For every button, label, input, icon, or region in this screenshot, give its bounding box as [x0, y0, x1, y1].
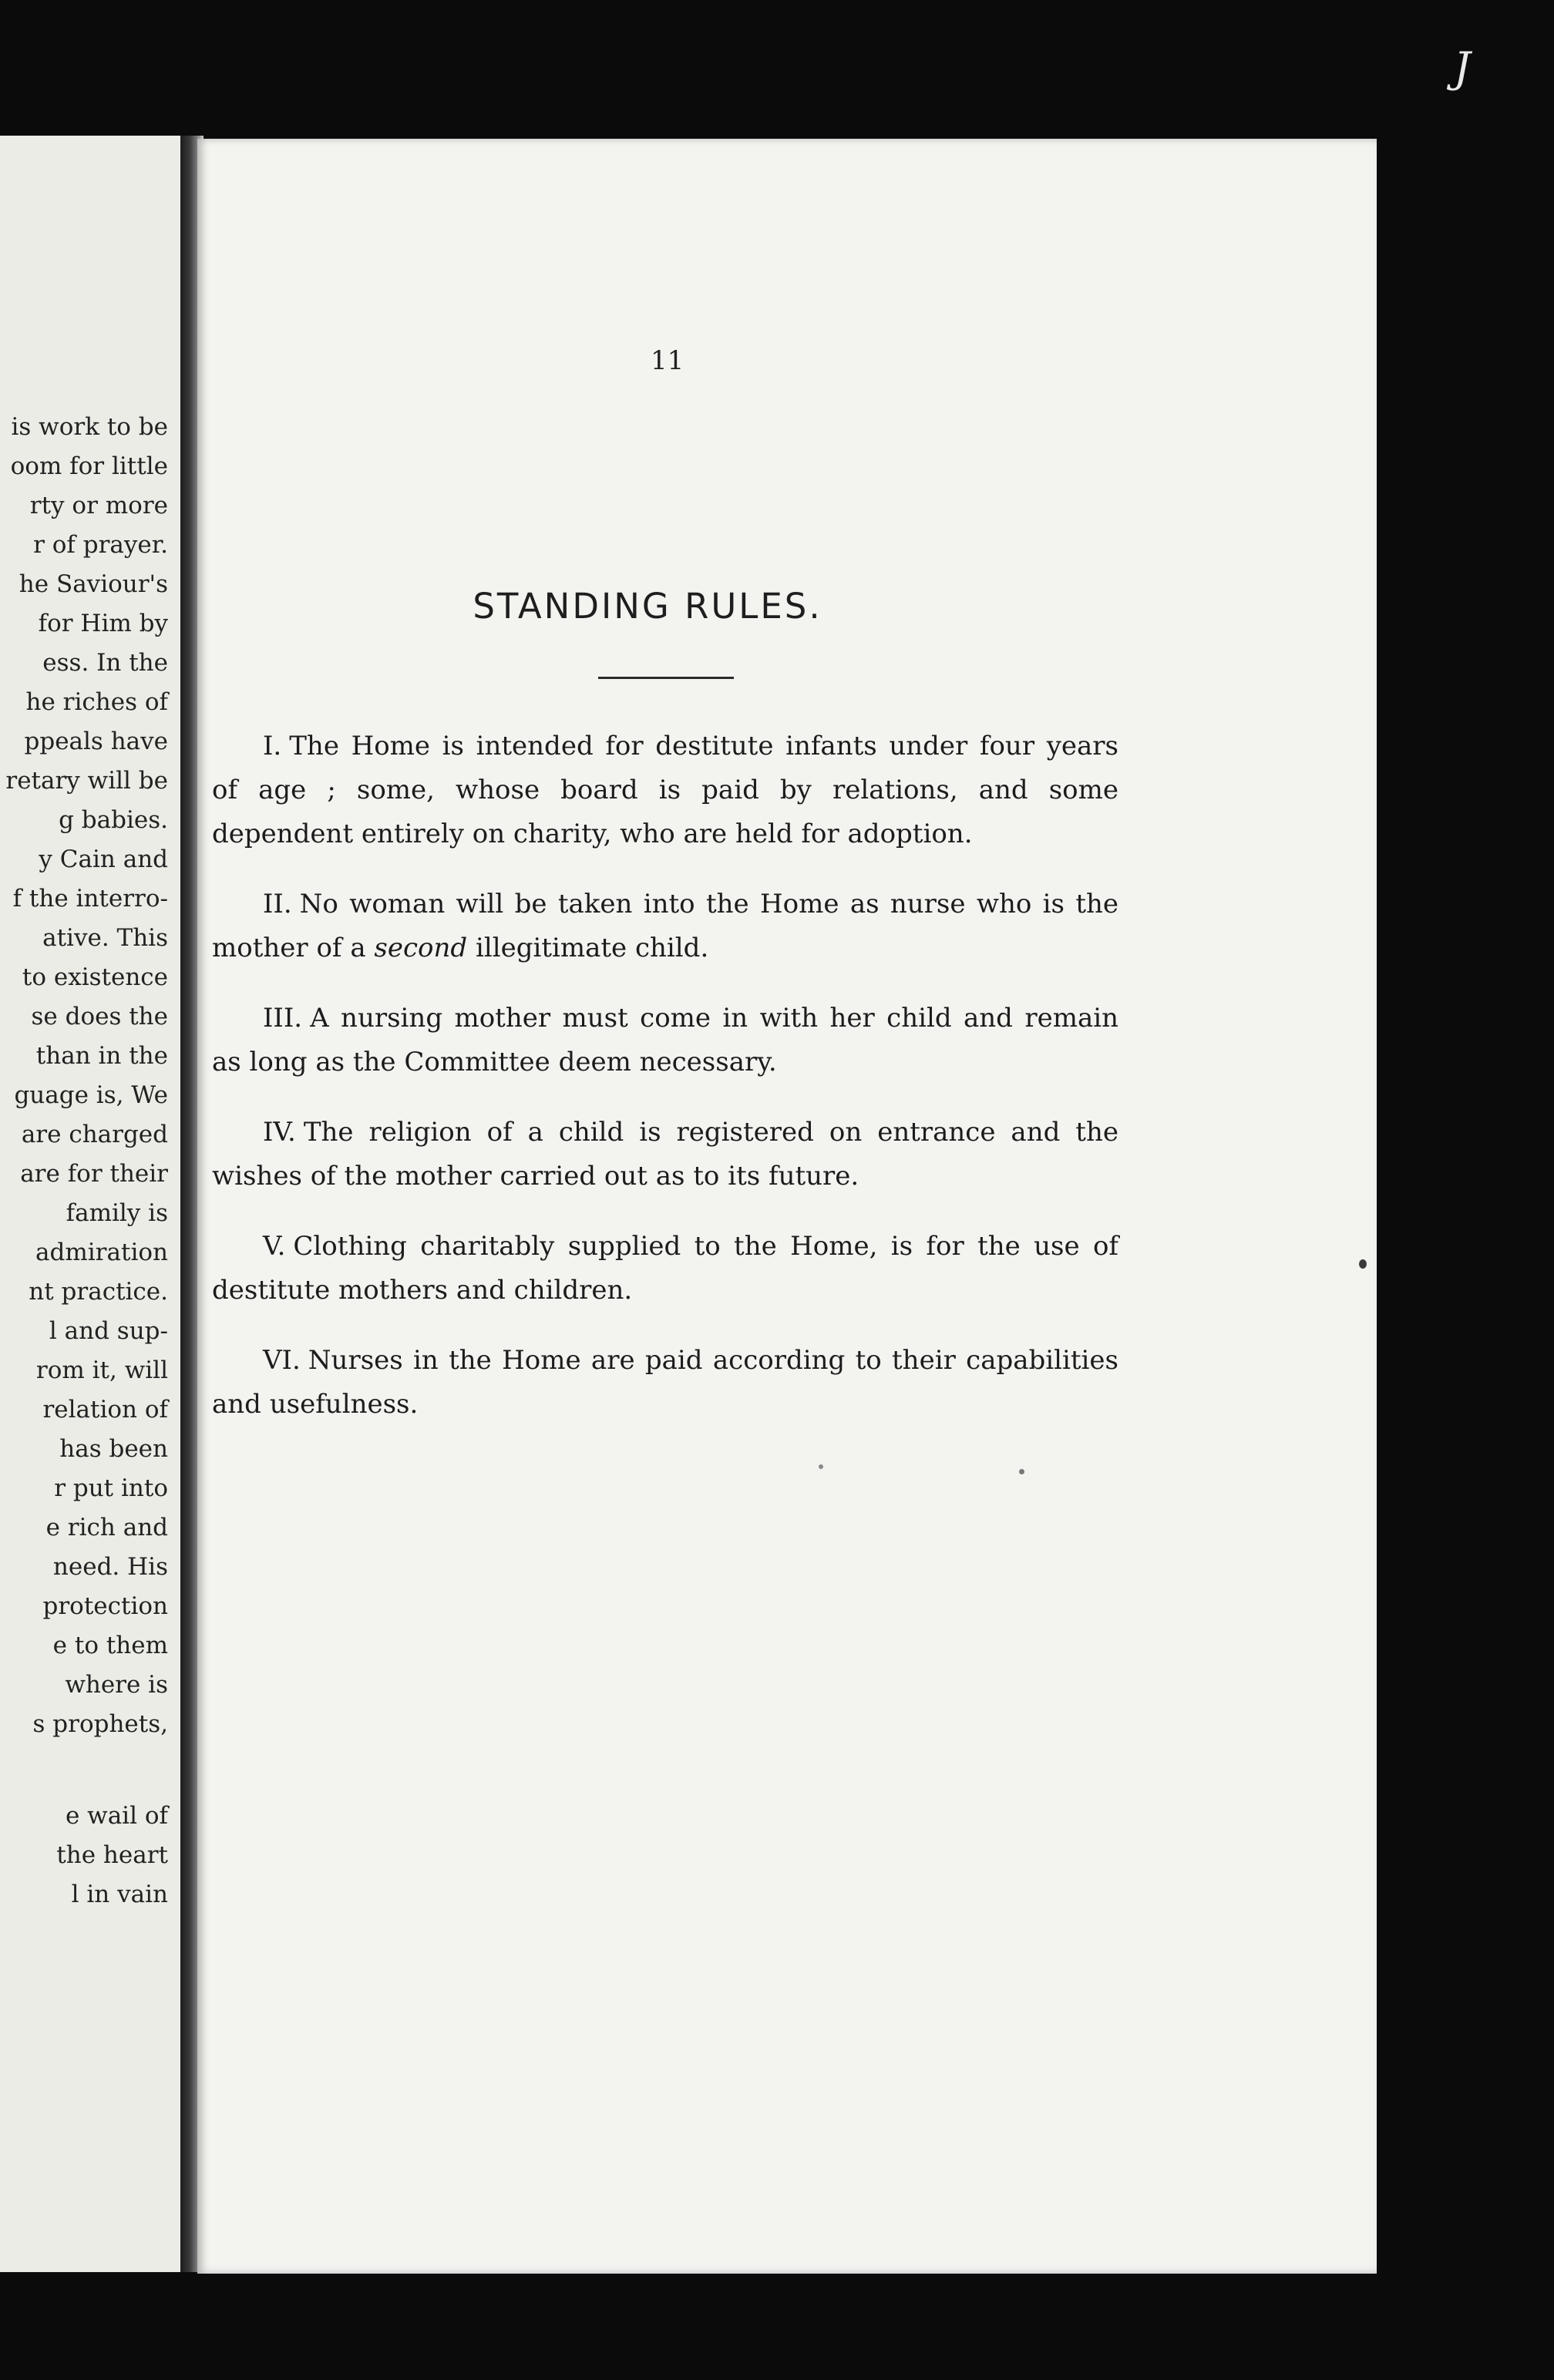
left-page-line: r of prayer.	[33, 531, 168, 559]
heading-rule	[598, 677, 734, 679]
left-page-line: ppeals have	[24, 728, 168, 755]
rule-text: Clothing charitably supplied to the Home, is for the use of destitute mothers and children.	[212, 1231, 1118, 1306]
left-page-line: are charged	[21, 1121, 168, 1148]
left-page-line: for Him by	[38, 610, 168, 637]
rule-item	[212, 1225, 1118, 1313]
left-page-line: rom it, will	[35, 1356, 168, 1384]
rule-text: The Home is intended for destitute infants under four years of age ; some, whose board is paid by relations, and some dependent entirely on charity, who are held for adoption.	[212, 731, 1118, 849]
left-page-line: the heart	[56, 1841, 168, 1869]
left-page-line: oom for little	[10, 452, 168, 480]
left-page-line: e rich and	[45, 1514, 168, 1541]
rule-numeral: V.	[263, 1231, 286, 1262]
left-page-line: e wail of	[65, 1802, 168, 1830]
left-page-line: are for their	[20, 1160, 168, 1188]
left-page-fragment	[0, 136, 185, 2272]
left-page-line: y Cain and	[39, 845, 168, 873]
left-page-line: guage is, We	[14, 1081, 168, 1109]
left-page-line: l and sup-	[49, 1317, 168, 1345]
left-page-line: retary will be	[5, 767, 168, 795]
left-page-line: l in vain	[71, 1881, 168, 1908]
rule-text: A nursing mother must come in with her child and remain as long as the Committee deem necessary.	[212, 1003, 1118, 1077]
left-page-line: e to them	[52, 1632, 168, 1659]
rule-numeral: I.	[263, 731, 282, 761]
rules-list	[212, 724, 1118, 1427]
rule-numeral: VI.	[263, 1345, 301, 1376]
left-page-line: protection	[42, 1592, 168, 1620]
left-page-line: r put into	[54, 1474, 168, 1502]
left-page-line: ative. This	[42, 924, 168, 952]
page-heading: STANDING RULES.	[473, 586, 822, 627]
left-page-line: admiration	[35, 1239, 168, 1266]
left-page-line: where is	[65, 1671, 168, 1699]
left-page-line: relation of	[42, 1396, 168, 1424]
left-page-line: g babies.	[59, 806, 168, 834]
corner-mark: J	[1454, 43, 1471, 92]
rule-item	[212, 882, 1118, 970]
rule-numeral: III.	[263, 1003, 303, 1034]
left-page-line: is work to be	[11, 413, 168, 441]
left-page-line: se does the	[31, 1003, 168, 1030]
left-page-line: has been	[59, 1435, 168, 1463]
rule-item	[212, 1111, 1118, 1198]
left-page-line: family is	[66, 1199, 168, 1227]
left-page-line: nt practice.	[29, 1278, 168, 1306]
paper-speck	[1359, 1259, 1367, 1269]
left-page-line: f the interro-	[12, 885, 168, 913]
rule-text-end: illegitimate child.	[467, 933, 709, 963]
rule-item	[212, 1339, 1118, 1427]
page-number: 11	[651, 345, 684, 376]
left-page-line: to existence	[22, 963, 168, 991]
left-page-line: ess. In the	[42, 649, 168, 677]
rule-text: No woman will be taken into the Home as nurse who is the mother of a	[212, 889, 1118, 963]
left-page-line: s prophets,	[32, 1710, 168, 1738]
left-page-line: he Saviour's	[18, 570, 168, 598]
rule-item	[212, 997, 1118, 1084]
rule-numeral: II.	[263, 889, 292, 919]
rule-text: The religion of a child is registered on entrance and the wishes of the mother carried out as to its future.	[212, 1117, 1118, 1192]
left-page-line: rty or more	[29, 492, 168, 519]
rule-numeral: IV.	[263, 1117, 296, 1148]
paper-speck	[1019, 1469, 1024, 1474]
rule-item	[212, 724, 1118, 856]
left-page-line: he riches of	[25, 688, 168, 716]
paper-speck	[819, 1464, 823, 1469]
rule-text: Nurses in the Home are paid according to their capabilities and usefulness.	[212, 1345, 1118, 1420]
left-page-line: need. His	[52, 1553, 168, 1581]
left-page-line: than in the	[35, 1042, 168, 1070]
rule-emphasis: second	[374, 933, 468, 963]
right-page	[197, 139, 1377, 2274]
